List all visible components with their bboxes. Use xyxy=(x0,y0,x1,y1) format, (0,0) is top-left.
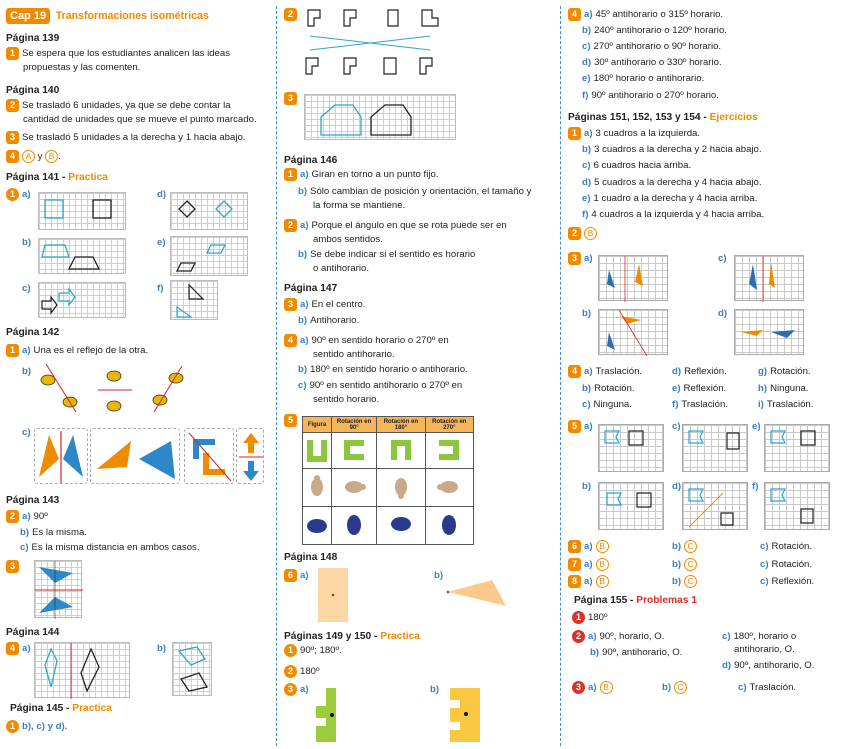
answer: 1 a) Una es el reflejo de la otra. xyxy=(6,344,148,358)
page-heading: Página 142 xyxy=(6,327,60,338)
page-heading: Página 145 - Practica xyxy=(10,703,112,714)
answer: 3 a) B xyxy=(572,681,613,695)
exercise-label: 1 a) xyxy=(6,188,34,202)
answer: b) C xyxy=(662,681,687,695)
grid-figure xyxy=(304,94,456,140)
exercise-number: 5 xyxy=(284,414,300,427)
answer: e) 1 cuadro a la derecha y 4 hacia arriba. xyxy=(582,193,758,204)
exercise-label: b) xyxy=(157,643,167,654)
grid-figure xyxy=(38,192,126,230)
answer: f) 4 cuadros a la izquierda y 4 hacia arriba. xyxy=(582,209,765,220)
page-heading: Páginas 151, 152, 153 y 154 - Ejercicios xyxy=(568,112,758,123)
page-heading: Página 146 xyxy=(284,155,338,166)
reflection-figure xyxy=(34,428,88,484)
page-heading: Página 143 xyxy=(6,495,60,506)
exercise-label: c) xyxy=(672,421,681,432)
grid-figure xyxy=(682,482,748,530)
answer: 4 a) 90º en sentido horario o 270º en xyxy=(284,334,449,348)
grid-figure xyxy=(38,238,126,274)
table-cell xyxy=(425,469,473,507)
table-cell xyxy=(377,507,425,545)
answer: c) 270º antihorario o 90º horario. xyxy=(582,41,722,52)
answer-cont: cantidad de unidades que se mueve el punto marcado. xyxy=(23,114,257,125)
page-heading: Página 155 - Problemas 1 xyxy=(574,595,697,606)
exercise-label: e) xyxy=(752,421,761,432)
page-heading: Páginas 149 y 150 - Practica xyxy=(284,631,420,642)
grid-figure xyxy=(172,642,212,696)
answer: c) 6 cuadros hacia arriba. xyxy=(582,160,692,171)
grid-figure xyxy=(170,280,218,320)
reflection-figure xyxy=(90,428,180,484)
grid-figure xyxy=(598,309,668,355)
answer: 7 a) B xyxy=(568,558,609,572)
answer: b) Se debe indicar si el sentido es horario xyxy=(298,249,476,260)
exercise-label: b) xyxy=(434,570,444,581)
answer: 3 Se trasladó 5 unidades a la derecha y 1 hacia abajo. xyxy=(6,131,245,145)
answer-cont: antihorario, O. xyxy=(734,644,795,655)
answer: 1 90º; 180º. xyxy=(284,644,342,658)
exercise-label: f) xyxy=(157,283,164,294)
table-header: Rotación en 90° xyxy=(332,417,377,433)
exercise-label: d) xyxy=(672,481,682,492)
reflection-figure xyxy=(184,428,234,484)
answer: c) 180º, horario o xyxy=(722,631,797,642)
exercise-number: 2 xyxy=(284,8,300,21)
grid-figure xyxy=(34,642,130,698)
answer: 2 a) 90º, horario, O. xyxy=(572,630,664,644)
rotation-figure xyxy=(446,578,508,608)
answer: 1 a) 3 cuadros a la izquierda. xyxy=(568,127,700,141)
exercise-label: f) xyxy=(752,481,759,492)
answer: b) C xyxy=(672,575,697,589)
answer: 3 a) En el centro. xyxy=(284,298,365,312)
answer: e) Reflexión. xyxy=(672,383,727,394)
table-cell xyxy=(332,507,377,545)
page-heading: Página 148 xyxy=(284,552,338,563)
table-cell xyxy=(425,507,473,545)
exercise-label: 5 a) xyxy=(568,420,596,434)
chapter-header xyxy=(6,8,209,24)
answer: b) 90º, antihorario, O. xyxy=(590,647,683,658)
table-header: Rotación en 180° xyxy=(377,417,425,433)
answer: 1 180º xyxy=(572,611,608,625)
answer: 2 B xyxy=(568,227,597,241)
answer: g) Rotación. xyxy=(758,366,811,377)
answer-cont: sentido horario. xyxy=(313,394,380,405)
answer: c) 90º en sentido antihorario o 270º en xyxy=(298,380,463,391)
answer: i) Traslación. xyxy=(758,399,814,410)
answer: 4 a) 45º antihorario o 315º horario. xyxy=(568,8,723,22)
column-separator xyxy=(276,6,277,746)
answer: 2 a) 90º xyxy=(6,510,48,524)
table-cell xyxy=(303,507,332,545)
answer: 1 b), c) y d). xyxy=(6,720,70,734)
exercise-label: e) xyxy=(157,237,166,248)
answer: 1 a) Giran en torno a un punto fijo. xyxy=(284,168,438,182)
grid-figure xyxy=(598,482,664,530)
grid-figure xyxy=(170,192,248,230)
rotation-table xyxy=(302,416,474,545)
answer: b) C xyxy=(672,540,697,554)
chapter-badge: Cap 19 xyxy=(6,8,50,24)
answer: 4 A y B . xyxy=(6,150,61,164)
table-header: Figura xyxy=(303,417,332,433)
answer: d) 90º, antihorario, O. xyxy=(722,660,815,671)
answer: 8 a) B xyxy=(568,575,609,589)
page-heading: Página 140 xyxy=(6,85,60,96)
grid-figure xyxy=(598,424,664,472)
table-cell xyxy=(332,433,377,469)
page-heading: Página 139 xyxy=(6,33,60,44)
rotation-figure xyxy=(316,688,346,742)
answer: c) Es la misma distancia en ambos casos. xyxy=(20,542,200,553)
answer: c) Traslación. xyxy=(738,682,797,693)
grid-figure xyxy=(38,282,126,318)
grid-figure xyxy=(34,560,82,618)
page-heading: Página 144 xyxy=(6,627,60,638)
answer: f) 90º antihorario o 270º horario. xyxy=(582,90,719,101)
answer: c) Reflexión. xyxy=(760,576,815,587)
answer: b) 3 cuadros a la derecha y 2 hacia abajo. xyxy=(582,144,762,155)
table-cell xyxy=(303,469,332,507)
bee-reflections xyxy=(36,362,196,414)
answer: 2 180º xyxy=(284,665,320,679)
answer: h) Ninguna. xyxy=(758,383,809,394)
exercise-number: 3 xyxy=(6,560,22,573)
answer: 4 a) Traslación. xyxy=(568,365,642,379)
answer: b) Rotación. xyxy=(582,383,635,394)
answer: c) Rotación. xyxy=(760,541,813,552)
answer: d) 30º antihorario o 330º horario. xyxy=(582,57,722,68)
answer: b) 180º en sentido horario o antihorario. xyxy=(298,364,468,375)
answer: 1 Se espera que los estudiantes analicen las ideas xyxy=(6,47,230,61)
exercise-label: d) xyxy=(157,189,167,200)
grid-figure xyxy=(764,482,830,530)
grid-figure xyxy=(682,424,748,472)
exercise-label: 3 a) xyxy=(568,252,596,266)
answer-cont: sentido antihorario. xyxy=(313,349,395,360)
answer: b) C xyxy=(672,558,697,572)
exercise-label: c) xyxy=(22,283,31,294)
symmetry-figures xyxy=(300,6,450,82)
exercise-label: b) xyxy=(582,308,592,319)
exercise-label: 3 a) xyxy=(284,683,312,697)
answer-cont: o antihorario. xyxy=(313,263,369,274)
grid-figure xyxy=(598,255,668,301)
chapter-title: Transformaciones isométricas xyxy=(55,10,209,22)
grid-figure xyxy=(764,424,830,472)
exercise-label: d) xyxy=(718,308,728,319)
exercise-number: 3 xyxy=(284,92,300,105)
reflection-figure xyxy=(236,428,264,484)
answer: f) Traslación. xyxy=(672,399,728,410)
table-cell xyxy=(303,433,332,469)
table-header: Rotación en 270° xyxy=(425,417,473,433)
answer: d) 5 cuadros a la derecha y 4 hacia abajo. xyxy=(582,177,762,188)
table-cell xyxy=(377,469,425,507)
answer-cont: ambos sentidos. xyxy=(313,234,383,245)
answer: 6 a) B xyxy=(568,540,609,554)
rotation-figure xyxy=(450,688,480,742)
grid-figure xyxy=(734,309,804,355)
page-heading: Página 141 - Practica xyxy=(6,172,108,183)
column-separator xyxy=(560,6,561,746)
answer: b) Antihorario. xyxy=(298,315,360,326)
exercise-label: b) xyxy=(22,237,32,248)
answer: 2 a) Porque el ángulo en que se rota puede ser en xyxy=(284,219,507,233)
exercise-label: c) xyxy=(718,253,727,264)
table-cell xyxy=(332,469,377,507)
answer: b) Sólo cambian de posición y orientación, el tamaño y xyxy=(298,186,532,197)
page-heading: Página 147 xyxy=(284,283,338,294)
answer: e) 180º horario o antihorario. xyxy=(582,73,705,84)
answer: c) Rotación. xyxy=(760,559,813,570)
grid-figure xyxy=(734,255,804,301)
exercise-label: 6 a) xyxy=(284,569,312,583)
table-cell xyxy=(425,433,473,469)
exercise-label: b) xyxy=(430,684,440,695)
answer-cont: la forma se mantiene. xyxy=(313,200,406,211)
exercise-label: b) xyxy=(22,366,32,377)
answer: d) Reflexión. xyxy=(672,366,727,377)
rotation-figure xyxy=(318,568,348,622)
answer: b) Es la misma. xyxy=(20,527,87,538)
exercise-label: c) xyxy=(22,427,31,438)
grid-figure xyxy=(170,236,248,276)
exercise-label: 4 a) xyxy=(6,642,34,656)
answer: c) Ninguna. xyxy=(582,399,632,410)
answer-cont: propuestas y las comenten. xyxy=(23,62,141,73)
exercise-label: b) xyxy=(582,481,592,492)
table-cell xyxy=(377,433,425,469)
answer: b) 240º antihorario o 120º horario. xyxy=(582,25,727,36)
answer: 2 Se trasladó 6 unidades, ya que se debe contar la xyxy=(6,99,231,113)
